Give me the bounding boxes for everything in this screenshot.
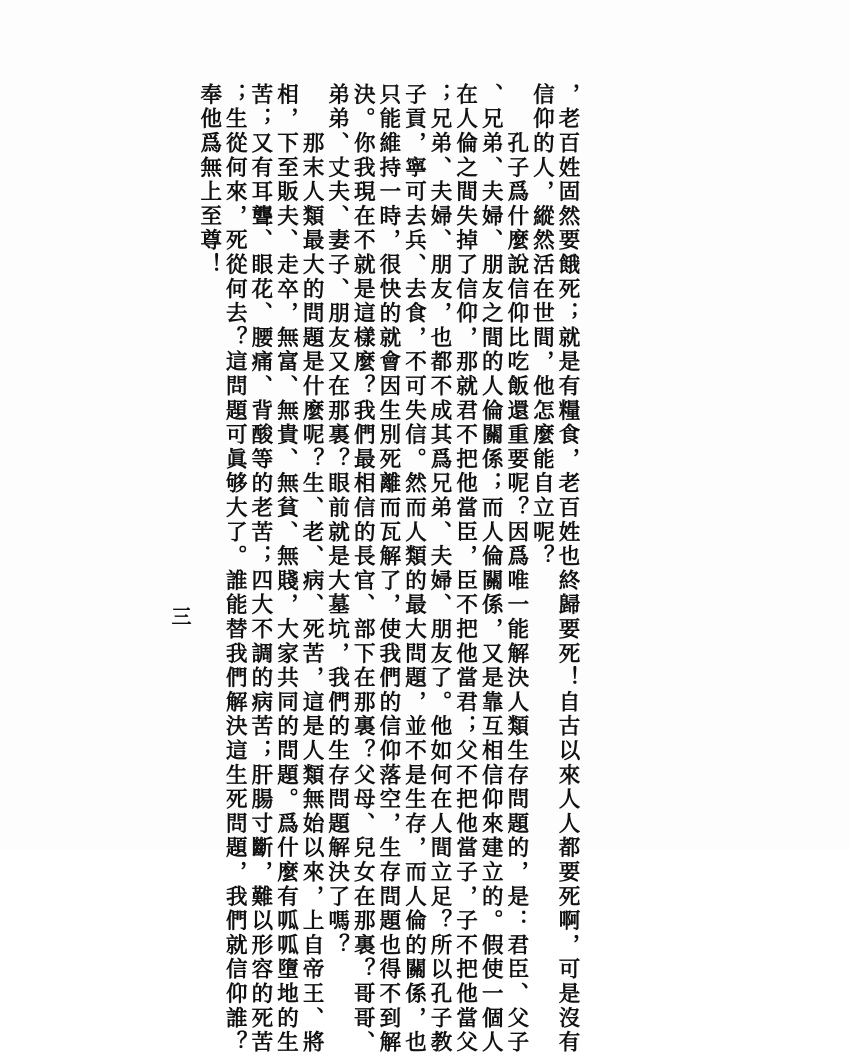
- text-column-11: 那末人類最大的問題是什麼呢？生、老、病、死苦，這是人類無始以來，上自帝王、將: [299, 83, 325, 1055]
- text-column-15: 奉他爲無上至尊！: [196, 83, 222, 278]
- text-column-13: 苦；又有耳聾、眼花、腰痛、背酸等的老苦；四大不調的病苦；肝腸寸斷，難以形容的死苦: [247, 83, 273, 1055]
- text-column-8: 只能維持一時，很快的就會因生別死離而瓦解了，使我們的信仰落空，生存問題也得不到解: [375, 83, 401, 1055]
- text-column-1: ，老百姓固然要餓死；就是有糧食，老百姓也終歸要死！自古以來人人都要死啊，可是沒有: [555, 83, 580, 1055]
- text-column-14: ；生從何來，死從何去？這問題可眞够大了。誰能替我們解決這生死問題，我們就信仰誰？: [222, 83, 248, 1055]
- text-column-9: 決。你我現在不就是這樣麼？我們最相信的長官、部下在那裏？父母、兒女在那裏？哥哥、: [350, 83, 376, 1055]
- text-column-3: 孔子爲什麼說信仰比吃飯還重要呢？因爲唯一能解決人類生存問題的，是：君臣、父子: [503, 83, 529, 1055]
- text-column-4: 、兄弟、夫婦、朋友之間的人倫關係；而人倫關係，又是靠互相信仰來建立的。假使一個人: [478, 83, 504, 1055]
- text-column-12: 相，下至販夫、走卒，無富、無貴、無貧、無賤，大家共同的問題。爲什麼有呱呱墮地的生: [273, 83, 299, 1055]
- text-column-7: 子貢，寧可去兵、去食，不可失信。然而人類的最大問題，並不是生存，而人倫的關係，也: [401, 83, 427, 1055]
- text-column-2: 信仰的人，縱然活在世間，他怎麼能自立呢？: [529, 83, 555, 569]
- page-number: 三: [168, 606, 192, 626]
- vertical-text-body: [196, 83, 580, 1055]
- text-column-6: ；兄弟、夫婦、朋友，也都不成其爲兄弟、夫婦、朋友了。他如何在人間立足？所以孔子教: [427, 83, 453, 1055]
- text-column-5: 在人倫之間失掉了信仰，那就君不把他當臣，臣不把他當君；父不把他當子，子不把他當父: [452, 83, 478, 1055]
- text-column-10: 弟弟、丈夫、妻子、朋友又在那裏？眼前就是大墓坑，我們的生存問題解決了嗎？: [324, 83, 350, 958]
